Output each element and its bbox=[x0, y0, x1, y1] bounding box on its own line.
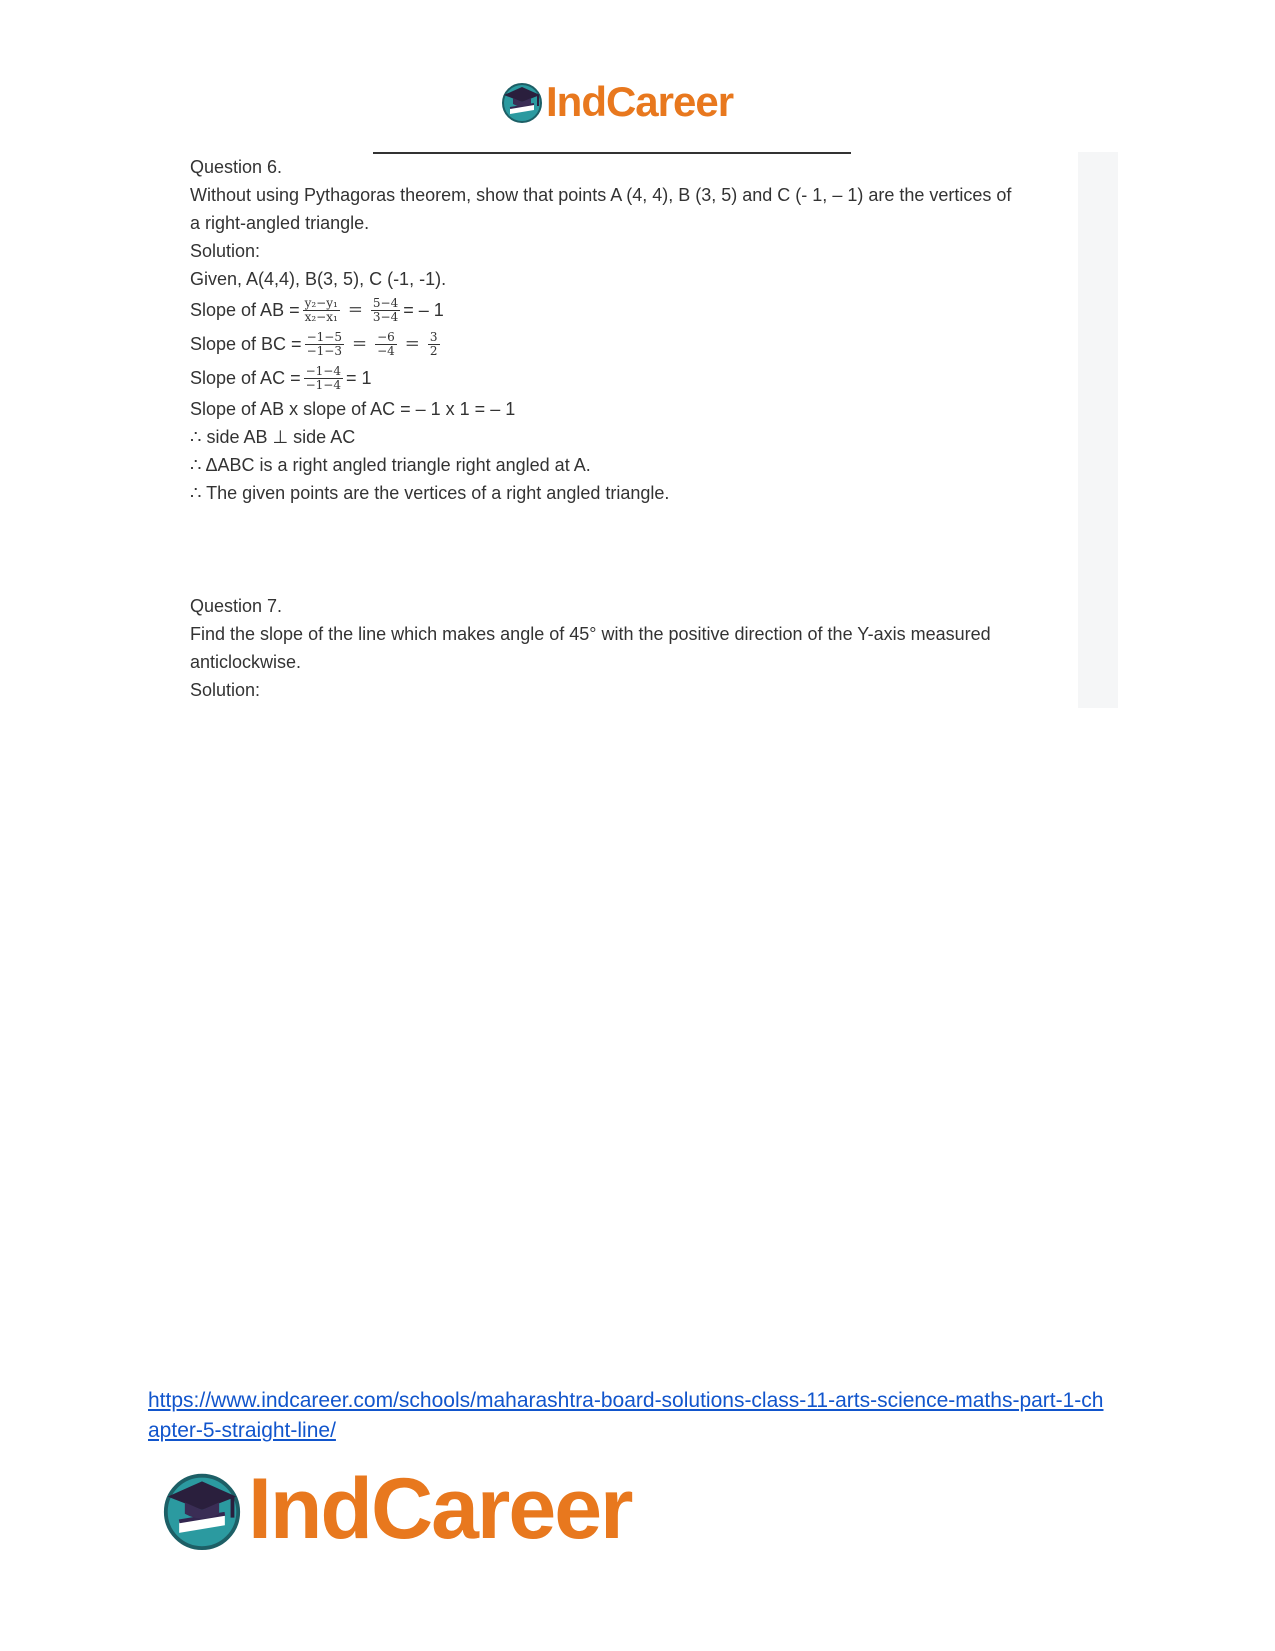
slope-bc-fraction-1: $\frac{-1-5}{-1-3}$ bbox=[306, 329, 342, 358]
conclusion-perpendicular: ∴ side AB ⊥ side AC bbox=[190, 427, 356, 447]
question-6-heading: Question 6. bbox=[190, 157, 283, 177]
question-6-solution-label: Solution: bbox=[190, 241, 261, 261]
document-content bbox=[190, 153, 1020, 704]
brand-name: IndCareer bbox=[248, 1461, 632, 1557]
header-logo bbox=[500, 78, 733, 126]
question-7-heading: Question 7. bbox=[190, 596, 283, 616]
source-url-link[interactable]: https://www.indcareer.com/schools/maharashtra-board-solutions-class-11-arts-science-maths-part-1-chapter-5-straight-line/ bbox=[148, 1389, 1104, 1442]
slope-ab-fraction: $\frac{5-4}{3-4}$ bbox=[372, 295, 399, 324]
question-6-text: Without using Pythagoras theorem, show that points A (4, 4), B (3, 5) and C (- 1, – 1) are the vertices of a right-angled triangle. bbox=[190, 185, 1012, 233]
slope-product: Slope of AB x slope of AC = – 1 x 1 = – 1 bbox=[190, 399, 516, 419]
slope-ab-label: Slope of AB = bbox=[190, 300, 300, 320]
slope-bc-line: Slope of BC = $\frac{-1-5}{-1-3}$ = $\frac{-6}{-4}$ = $\frac{3}{2}$ bbox=[190, 329, 438, 358]
slope-ab-result: = – 1 bbox=[403, 300, 444, 320]
conclusion-right-angle: ∴ ΔABC is a right angled triangle right angled at A. bbox=[190, 455, 591, 475]
brand-name: IndCareer bbox=[546, 78, 734, 125]
side-panel bbox=[1078, 152, 1118, 708]
slope-formula-fraction: $\frac{\text{y₂−y₁}}{\text{x₂−x₁}}$ bbox=[304, 295, 338, 324]
question-7-text: Find the slope of the line which makes angle of 45° with the positive direction of the Y-axis measured anticlockwise. bbox=[190, 624, 991, 672]
footer-logo bbox=[160, 1460, 632, 1559]
slope-bc-fraction-2: $\frac{-6}{-4}$ bbox=[377, 329, 395, 358]
slope-ab-line: Slope of AB = $\frac{\text{y₂−y₁}}{\text{x₂−x₁}}$ = $\frac{5-4}{3-4}$ = – 1 bbox=[190, 295, 444, 324]
conclusion-final: ∴ The given points are the vertices of a right angled triangle. bbox=[190, 483, 670, 503]
slope-ac-fraction: $\frac{-1-4}{-1-4}$ bbox=[305, 363, 341, 392]
graduation-cap-globe-icon bbox=[160, 1470, 244, 1550]
slope-ac-label: Slope of AC = bbox=[190, 368, 301, 388]
question-7-solution-label: Solution: bbox=[190, 680, 261, 700]
slope-ac-line bbox=[190, 361, 1020, 395]
slope-ac-result: = 1 bbox=[345, 368, 372, 388]
slope-bc-label: Slope of BC = bbox=[190, 334, 302, 354]
slope-bc-fraction-3: $\frac{3}{2}$ bbox=[429, 329, 438, 358]
given-points: Given, A(4,4), B(3, 5), C (-1, -1). bbox=[190, 269, 447, 289]
graduation-cap-globe-icon bbox=[500, 81, 544, 123]
